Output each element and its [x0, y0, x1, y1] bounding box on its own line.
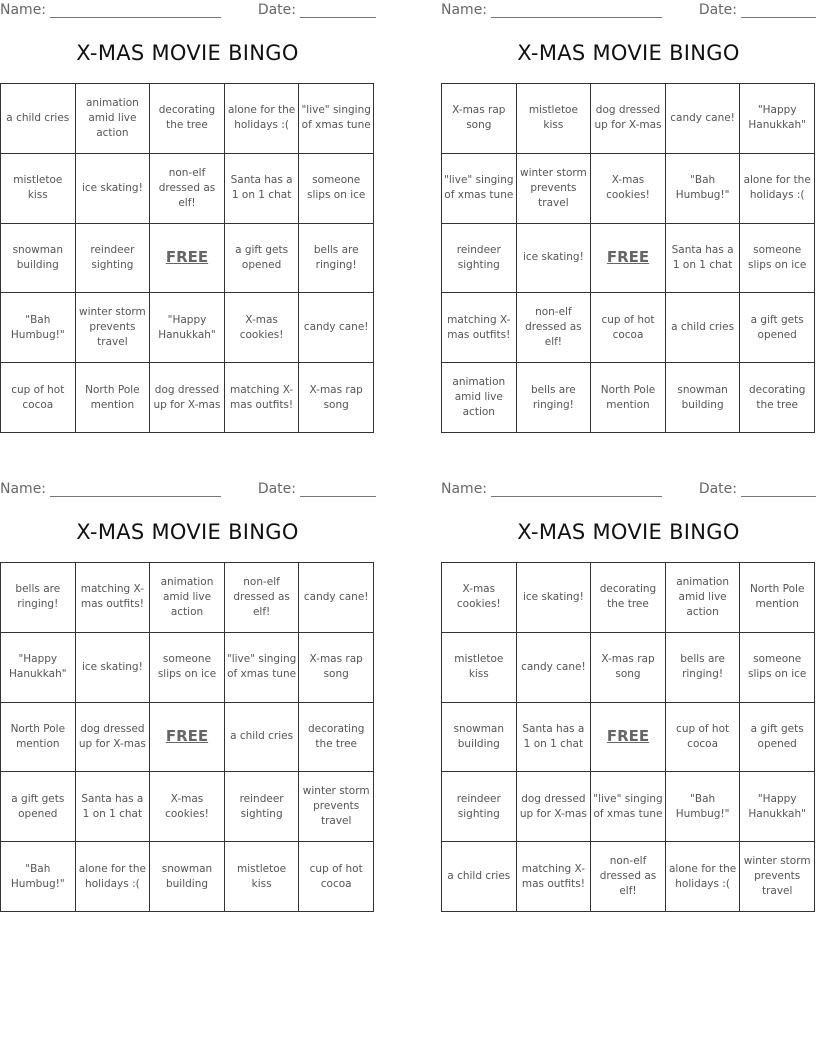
- bingo-cell[interactable]: "Bah Humbug!": [1, 293, 76, 363]
- bingo-cell[interactable]: X-mas rap song: [299, 633, 374, 703]
- bingo-cell[interactable]: cup of hot cocoa: [591, 293, 666, 363]
- bingo-cell[interactable]: non-elf dressed as elf!: [225, 563, 300, 633]
- bingo-cell[interactable]: someone slips on ice: [740, 633, 815, 703]
- bingo-cell[interactable]: snowman building: [666, 363, 741, 433]
- bingo-cell[interactable]: North Pole mention: [740, 563, 815, 633]
- bingo-cell[interactable]: North Pole mention: [76, 363, 151, 433]
- date-field: [699, 2, 816, 18]
- name-label: Name:: [0, 2, 47, 18]
- free-space-cell[interactable]: FREE: [591, 703, 666, 773]
- bingo-cell[interactable]: North Pole mention: [591, 363, 666, 433]
- bingo-grid: [441, 83, 815, 433]
- name-blank-line: [50, 3, 221, 18]
- bingo-cell[interactable]: ice skating!: [76, 154, 151, 224]
- bingo-grid: [441, 562, 815, 912]
- bingo-cell[interactable]: candy cane!: [666, 84, 741, 154]
- name-field: [0, 481, 221, 497]
- bingo-cell[interactable]: X-mas rap song: [591, 633, 666, 703]
- bingo-cell[interactable]: cup of hot cocoa: [299, 842, 374, 912]
- bingo-cell[interactable]: a child cries: [666, 293, 741, 363]
- bingo-cell[interactable]: dog dressed up for X-mas: [150, 363, 225, 433]
- bingo-cell[interactable]: Santa has a 1 on 1 chat: [517, 703, 592, 773]
- free-space-cell[interactable]: FREE: [150, 224, 225, 294]
- bingo-cell[interactable]: reindeer sighting: [442, 224, 517, 294]
- bingo-cell[interactable]: someone slips on ice: [150, 633, 225, 703]
- bingo-cell[interactable]: reindeer sighting: [442, 772, 517, 842]
- date-field: [258, 2, 376, 18]
- bingo-cell[interactable]: candy cane!: [517, 633, 592, 703]
- bingo-cell[interactable]: winter storm prevents travel: [76, 293, 151, 363]
- card-title: X-MAS MOVIE BINGO: [76, 520, 299, 544]
- bingo-cell[interactable]: matching X-mas outfits!: [76, 563, 151, 633]
- bingo-grid: [0, 562, 374, 912]
- bingo-cell[interactable]: a gift gets opened: [225, 224, 300, 294]
- bingo-cell[interactable]: alone for the holidays :(: [76, 842, 151, 912]
- bingo-cell[interactable]: winter storm prevents travel: [740, 842, 815, 912]
- bingo-cell[interactable]: matching X-mas outfits!: [225, 363, 300, 433]
- bingo-cell[interactable]: animation amid live action: [76, 84, 151, 154]
- bingo-cell[interactable]: decorating the tree: [591, 563, 666, 633]
- name-blank-line: [491, 3, 662, 18]
- bingo-cell[interactable]: bells are ringing!: [517, 363, 592, 433]
- free-space-cell[interactable]: FREE: [150, 703, 225, 773]
- bingo-cell[interactable]: animation amid live action: [150, 563, 225, 633]
- bingo-cell[interactable]: bells are ringing!: [1, 563, 76, 633]
- name-blank-line: [491, 482, 662, 497]
- bingo-cell[interactable]: "live" singing of xmas tune: [299, 84, 374, 154]
- bingo-card-3: [0, 479, 376, 919]
- date-blank-line: [741, 482, 816, 497]
- date-label: Date:: [698, 481, 737, 497]
- bingo-cell[interactable]: non-elf dressed as elf!: [150, 154, 225, 224]
- bingo-cell[interactable]: someone slips on ice: [299, 154, 374, 224]
- bingo-cell[interactable]: snowman building: [442, 703, 517, 773]
- bingo-cell[interactable]: "live" singing of xmas tune: [442, 154, 517, 224]
- card-title: X-MAS MOVIE BINGO: [517, 520, 740, 544]
- bingo-cell[interactable]: ice skating!: [517, 563, 592, 633]
- free-space-cell[interactable]: FREE: [591, 224, 666, 294]
- bingo-cell[interactable]: "Bah Humbug!": [666, 154, 741, 224]
- bingo-cell[interactable]: alone for the holidays :(: [225, 84, 300, 154]
- bingo-cell[interactable]: a gift gets opened: [740, 703, 815, 773]
- bingo-cell[interactable]: "Happy Hanukkah": [740, 84, 815, 154]
- name-blank-line: [50, 482, 221, 497]
- bingo-cell[interactable]: a child cries: [225, 703, 300, 773]
- bingo-cell[interactable]: mistletoe kiss: [1, 154, 76, 224]
- bingo-cell[interactable]: non-elf dressed as elf!: [591, 842, 666, 912]
- card-title: X-MAS MOVIE BINGO: [76, 41, 299, 65]
- bingo-cell[interactable]: reindeer sighting: [76, 224, 151, 294]
- bingo-cell[interactable]: cup of hot cocoa: [1, 363, 76, 433]
- bingo-cell[interactable]: a gift gets opened: [1, 772, 76, 842]
- date-label: Date:: [698, 2, 737, 18]
- bingo-cell[interactable]: X-mas cookies!: [591, 154, 666, 224]
- bingo-cell[interactable]: mistletoe kiss: [442, 633, 517, 703]
- bingo-cell[interactable]: snowman building: [1, 224, 76, 294]
- name-label: Name:: [441, 481, 488, 497]
- bingo-cell[interactable]: "live" singing of xmas tune: [591, 772, 666, 842]
- date-blank-line: [300, 3, 376, 18]
- date-label: Date:: [257, 481, 296, 497]
- bingo-cell[interactable]: "Happy Hanukkah": [1, 633, 76, 703]
- bingo-cell[interactable]: North Pole mention: [1, 703, 76, 773]
- bingo-cell[interactable]: X-mas cookies!: [150, 772, 225, 842]
- bingo-cell[interactable]: decorating the tree: [150, 84, 225, 154]
- bingo-cell[interactable]: "Happy Hanukkah": [740, 772, 815, 842]
- bingo-card-2: [441, 0, 816, 440]
- date-label: Date:: [257, 2, 296, 18]
- bingo-cell[interactable]: winter storm prevents travel: [517, 154, 592, 224]
- bingo-cell[interactable]: bells are ringing!: [666, 633, 741, 703]
- name-label: Name:: [0, 481, 47, 497]
- bingo-cell[interactable]: candy cane!: [299, 293, 374, 363]
- bingo-cell[interactable]: a gift gets opened: [740, 293, 815, 363]
- bingo-cell[interactable]: cup of hot cocoa: [666, 703, 741, 773]
- bingo-cell[interactable]: reindeer sighting: [225, 772, 300, 842]
- bingo-cell[interactable]: mistletoe kiss: [517, 84, 592, 154]
- name-field: [0, 2, 221, 18]
- bingo-cell[interactable]: dog dressed up for X-mas: [591, 84, 666, 154]
- bingo-cell[interactable]: matching X-mas outfits!: [517, 842, 592, 912]
- bingo-cell[interactable]: X-mas rap song: [299, 363, 374, 433]
- bingo-cell[interactable]: Santa has a 1 on 1 chat: [666, 224, 741, 294]
- bingo-cell[interactable]: X-mas cookies!: [225, 293, 300, 363]
- bingo-cell[interactable]: decorating the tree: [299, 703, 374, 773]
- card-title: X-MAS MOVIE BINGO: [517, 41, 740, 65]
- bingo-cell[interactable]: Santa has a 1 on 1 chat: [76, 772, 151, 842]
- date-field: [699, 481, 816, 497]
- bingo-cell[interactable]: matching X-mas outfits!: [442, 293, 517, 363]
- name-label: Name:: [441, 2, 488, 18]
- bingo-cell[interactable]: ice skating!: [517, 224, 592, 294]
- bingo-cell[interactable]: Santa has a 1 on 1 chat: [225, 154, 300, 224]
- bingo-cell[interactable]: alone for the holidays :(: [740, 154, 815, 224]
- bingo-cell[interactable]: candy cane!: [299, 563, 374, 633]
- date-field: [258, 481, 376, 497]
- bingo-cell[interactable]: animation amid live action: [666, 563, 741, 633]
- bingo-cell[interactable]: a child cries: [442, 842, 517, 912]
- bingo-cell[interactable]: "live" singing of xmas tune: [225, 633, 300, 703]
- bingo-cell[interactable]: non-elf dressed as elf!: [517, 293, 592, 363]
- bingo-card-4: [441, 479, 816, 919]
- bingo-cell[interactable]: winter storm prevents travel: [299, 772, 374, 842]
- bingo-cell[interactable]: dog dressed up for X-mas: [517, 772, 592, 842]
- date-blank-line: [741, 3, 816, 18]
- bingo-cell[interactable]: decorating the tree: [740, 363, 815, 433]
- bingo-cell[interactable]: dog dressed up for X-mas: [76, 703, 151, 773]
- bingo-cell[interactable]: "Happy Hanukkah": [150, 293, 225, 363]
- bingo-cell[interactable]: X-mas rap song: [442, 84, 517, 154]
- bingo-cell[interactable]: someone slips on ice: [740, 224, 815, 294]
- bingo-cell[interactable]: X-mas cookies!: [442, 563, 517, 633]
- bingo-cell[interactable]: bells are ringing!: [299, 224, 374, 294]
- bingo-cell[interactable]: "Bah Humbug!": [666, 772, 741, 842]
- bingo-cell[interactable]: "Bah Humbug!": [1, 842, 76, 912]
- name-field: [441, 2, 662, 18]
- bingo-grid: [0, 83, 374, 433]
- bingo-cell[interactable]: mistletoe kiss: [225, 842, 300, 912]
- bingo-cell[interactable]: alone for the holidays :(: [666, 842, 741, 912]
- name-field: [441, 481, 662, 497]
- date-blank-line: [300, 482, 376, 497]
- bingo-cell[interactable]: ice skating!: [76, 633, 151, 703]
- bingo-cell[interactable]: snowman building: [150, 842, 225, 912]
- bingo-cell[interactable]: animation amid live action: [442, 363, 517, 433]
- bingo-cell[interactable]: a child cries: [1, 84, 76, 154]
- bingo-card-1: [0, 0, 376, 440]
